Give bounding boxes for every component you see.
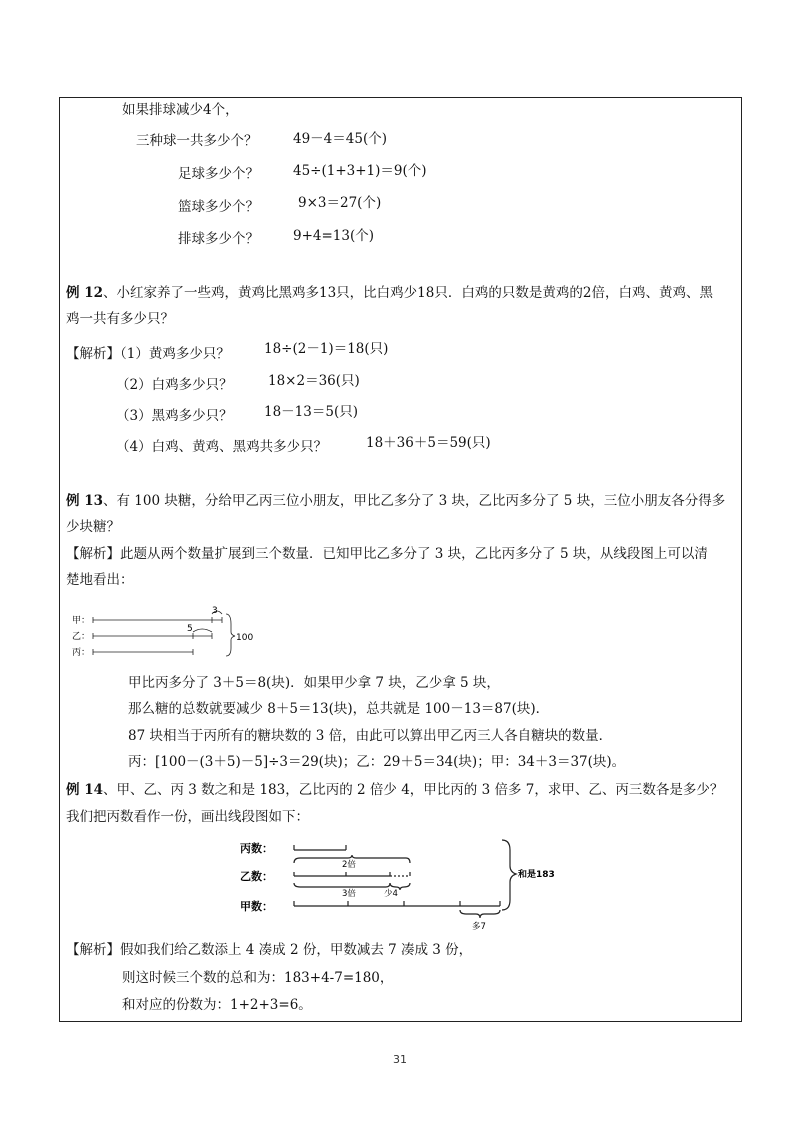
ex12-step: 【解析】（1）黄鸡多少只？ bbox=[66, 346, 230, 362]
diagram-number-5: 5 bbox=[187, 624, 193, 634]
intro-equation: 9×3＝27(个) bbox=[298, 195, 382, 211]
ex13-problem-cont: 少块糖？ bbox=[66, 519, 120, 535]
ex13-problem: 例 13、有 100 块糖，分给甲乙丙三位小朋友，甲比乙多分了 3 块，乙比丙多分了 5 块，三位小朋友各分得多 bbox=[66, 493, 726, 509]
ex13-analysis: 【解析】此题从两个数量扩展到三个数量．已知甲比乙多分了 3 块，乙比丙多分了 5 块，从线段图上可以清 bbox=[66, 546, 708, 562]
ex14-analysis-line: 和对应的份数为：1+2+3=6。 bbox=[122, 997, 312, 1013]
total-brace bbox=[226, 614, 235, 656]
diagram-label-yi: 乙数： bbox=[240, 870, 273, 883]
brace-5 bbox=[193, 629, 212, 632]
ex13-solution-line: 甲比丙多分了 3＋5＝8(块)．如果甲少拿 7 块，乙少拿 5 块， bbox=[128, 675, 500, 691]
brace-more-7 bbox=[460, 910, 500, 918]
diagram-label-bing: 丙数： bbox=[240, 842, 273, 855]
diagram-more-7: 多7 bbox=[472, 922, 486, 932]
ex14-line-diagram bbox=[236, 836, 576, 934]
intro-question: 排球多少个？ bbox=[178, 231, 259, 247]
diagram-label-bing: 丙： bbox=[72, 648, 91, 658]
diagram-less-4: 少4 bbox=[384, 889, 398, 899]
ex13-line-diagram bbox=[68, 602, 254, 664]
diagram-2-times: 2倍 bbox=[342, 860, 356, 870]
ex14-problem: 例 14、甲、乙、丙 3 数之和是 183，乙比丙的 2 倍少 4，甲比丙的 3 倍多 7，求甲、乙、丙三数各是多少？ bbox=[66, 782, 724, 798]
intro-equation: 49－4＝45(个) bbox=[293, 131, 387, 147]
ex13-analysis-cont: 楚地看出： bbox=[66, 572, 134, 588]
intro-equation: 45÷(1+3+1)＝9(个) bbox=[293, 163, 427, 179]
ex12-step: （4）白鸡、黄鸡、黑鸡共多少只？ bbox=[116, 439, 328, 455]
diagram-total-100: 100 bbox=[236, 633, 254, 643]
diagram-sum-183: 和是183 bbox=[518, 870, 555, 880]
ex12-equation: 18－13＝5(只) bbox=[264, 404, 358, 420]
ex12-equation: 18×2＝36(只) bbox=[268, 373, 360, 389]
total-brace bbox=[502, 840, 516, 910]
ex13-solution-line: 那么糖的总数就要减少 8＋5＝13(块)，总共就是 100－13＝87(块)． bbox=[128, 701, 550, 717]
page-number: 31 bbox=[393, 1053, 407, 1066]
diagram-label-jia: 甲： bbox=[72, 616, 91, 626]
ex12-problem-cont: 鸡一共有多少只？ bbox=[66, 311, 174, 327]
intro-equation: 9+4=13(个) bbox=[293, 228, 375, 244]
intro-question: 三种球一共多少个？ bbox=[136, 133, 258, 149]
ex12-step: （2）白鸡多少只？ bbox=[116, 377, 233, 393]
ex13-solution-line: 87 块相当于丙所有的糖块数的 3 倍，由此可以算出甲乙丙三人各自糖块的数量． bbox=[128, 728, 613, 744]
diagram-3-times: 3倍 bbox=[342, 889, 356, 899]
diagram-label-yi: 乙： bbox=[72, 632, 91, 642]
ex12-equation: 18＋36＋5＝59(只) bbox=[366, 435, 491, 451]
intro-condition: 如果排球减少4个， bbox=[122, 102, 239, 118]
ex12-problem: 例 12、小红家养了一些鸡，黄鸡比黑鸡多13只，比白鸡少18只．白鸡的只数是黄鸡的2倍，白鸡、黄鸡、黑 bbox=[66, 285, 713, 301]
ex12-step: （3）黑鸡多少只？ bbox=[116, 408, 233, 424]
ex14-analysis: 【解析】假如我们给乙数添上 4 凑成 2 份，甲数减去 7 凑成 3 份， bbox=[66, 942, 473, 958]
diagram-number-3: 3 bbox=[212, 606, 218, 616]
ex12-equation: 18÷(2－1)＝18(只) bbox=[264, 341, 389, 357]
intro-question: 足球多少个？ bbox=[178, 166, 259, 182]
intro-question: 篮球多少个？ bbox=[178, 199, 259, 215]
ex14-analysis-line: 则这时候三个数的总和为：183+4-7=180， bbox=[122, 970, 394, 986]
ex13-solution-line: 丙：[100－(3＋5)－5]÷3＝29(块)；乙：29＋5＝34(块)；甲：34＋3＝37(块)。 bbox=[128, 754, 626, 770]
diagram-label-jia: 甲数： bbox=[240, 900, 273, 913]
ex14-intro: 我们把丙数看作一份，画出线段图如下： bbox=[66, 809, 309, 825]
